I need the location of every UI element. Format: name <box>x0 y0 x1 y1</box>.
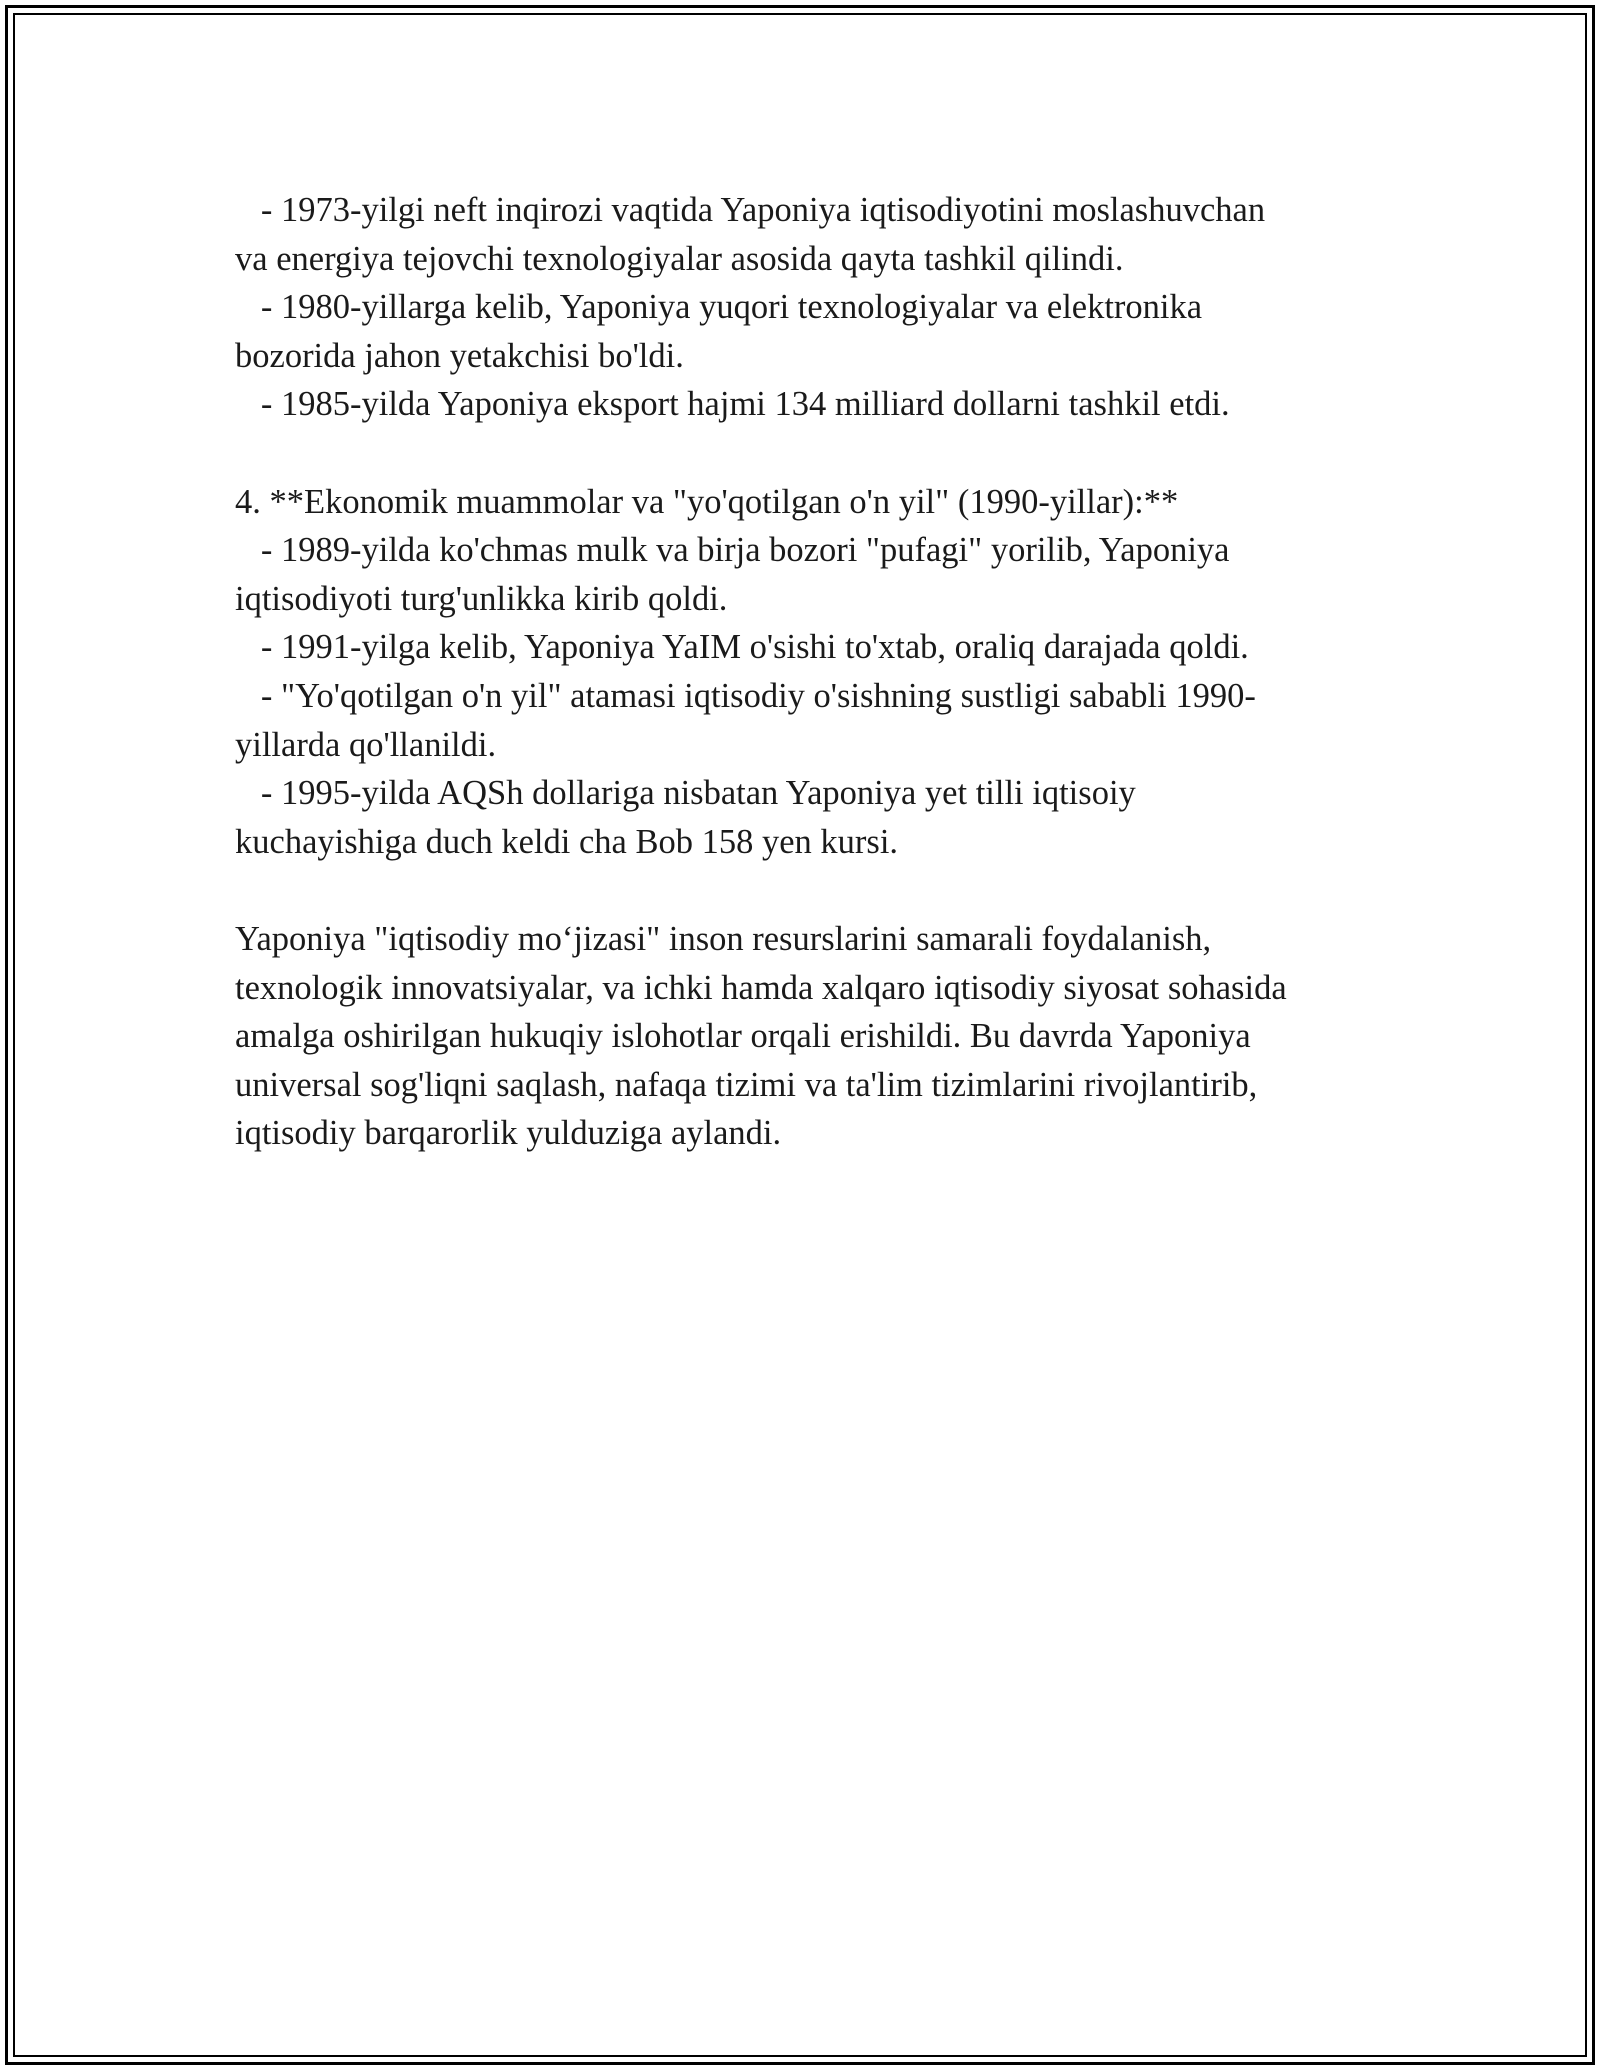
text-line: - 1991-yilga kelib, Yaponiya YaIM o'sishi to'xtab, oraliq darajada qoldi. <box>235 628 1249 667</box>
text-line: bozorida jahon yetakchisi bo'ldi. <box>235 336 684 375</box>
text-line: texnologik innovatsiyalar, va ichki hamda xalqaro iqtisodiy siyosat sohasida <box>235 968 1287 1007</box>
text-line: kuchayishiga duch keldi cha Bob 158 yen kursi. <box>235 822 899 861</box>
text-line: - 1995-yilda AQSh dollariga nisbatan Yaponiya yet tilli iqtisoiy <box>235 774 1136 813</box>
text-line: Yaponiya "iqtisodiy mo‘jizasi" inson resurslarini samarali foydalanish, <box>235 919 1212 958</box>
text-line: va energiya tejovchi texnologiyalar asosida qayta tashkil qilindi. <box>235 239 1124 278</box>
section-heading: 4. **Ekonomik muammolar va "yo'qotilgan o'n yil" (1990-yillar):** <box>235 482 1179 521</box>
text-line: iqtisodiyoti turg'unlikka kirib qoldi. <box>235 579 728 618</box>
text-line: amalga oshirilgan hukuqiy islohotlar orqali erishildi. Bu davrda Yaponiya <box>235 1017 1251 1056</box>
paragraph-gap <box>235 866 1375 915</box>
text-line: - 1980-yillarga kelib, Yaponiya yuqori texnologiyalar va elektronika <box>235 288 1203 327</box>
text-line: iqtisodiy barqarorlik yulduziga aylandi. <box>235 1114 782 1153</box>
text-line: - 1973-yilgi neft inqirozi vaqtida Yaponiya iqtisodiyotini moslashuvchan <box>235 191 1266 229</box>
text-line: - "Yo'qotilgan o'n yil" atamasi iqtisodiy o'sishning sustligi sababli 1990- <box>235 676 1256 715</box>
text-line: - 1985-yilda Yaponiya eksport hajmi 134 milliard dollarni tashkil etdi. <box>235 385 1230 424</box>
text-line: universal sog'liqni saqlash, nafaqa tizimi va ta'lim tizimlarini rivojlantirib, <box>235 1065 1258 1104</box>
paragraph-gap <box>235 429 1375 478</box>
document-body <box>235 186 1375 1158</box>
text-line: yillarda qo'llanildi. <box>235 725 497 764</box>
text-line: - 1989-yilda ko'chmas mulk va birja bozori "pufagi" yorilib, Yaponiya <box>235 531 1230 570</box>
